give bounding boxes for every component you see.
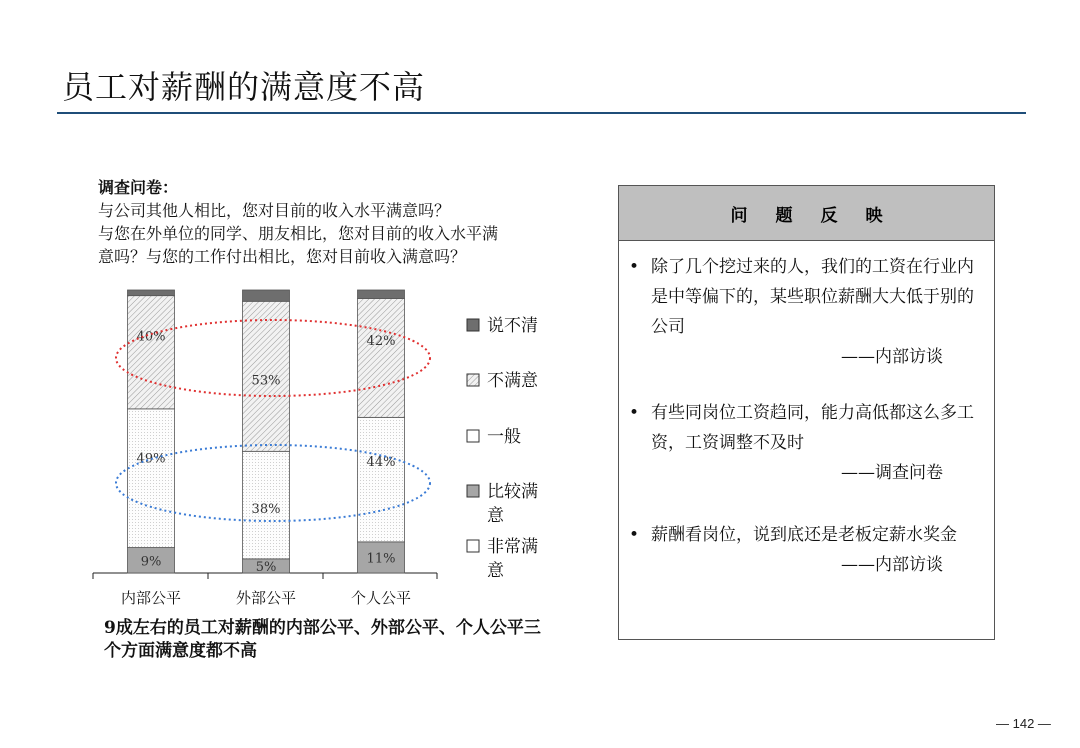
data-label: 11% (366, 551, 396, 567)
data-label: 44% (366, 454, 396, 470)
legend-swatch (467, 540, 479, 552)
feedback-source: ——调查问卷 (841, 463, 943, 483)
page-title: 员工对薪酬的满意度不高 (62, 68, 426, 106)
legend-label: 非常满意 (487, 537, 538, 581)
bar-segment (128, 296, 175, 409)
survey-line: 与您在外单位的同学、朋友相比，您对目前的收入水平满 (98, 224, 499, 243)
data-label: 42% (366, 334, 396, 350)
legend-swatch (467, 485, 479, 497)
feedback-item (629, 520, 989, 580)
bar-segment (243, 290, 290, 301)
stacked-bar-chart (0, 0, 600, 620)
legend-label: 说不清 (487, 316, 538, 336)
feedback-source: ——内部访谈 (841, 555, 943, 575)
feedback-text: 除了几个挖过来的人，我们的工资在行业内是中等偏下的，某些职位薪酬大大低于别的公司 (651, 257, 974, 337)
data-label: 9% (140, 554, 162, 570)
feedback-panel (618, 185, 995, 640)
legend-label: 比较满意 (487, 482, 538, 526)
feedback-text: 有些同岗位工资趋同，能力高低都这么多工资，工资调整不及时 (651, 403, 974, 453)
feedback-item (629, 398, 989, 488)
page-number: — 142 — (996, 716, 1051, 731)
data-label: 5% (255, 559, 277, 575)
bullet-icon: • (629, 525, 640, 545)
x-tick-label: 个人公平 (350, 589, 412, 607)
bar-segment (358, 298, 405, 417)
bullet-icon: • (629, 257, 640, 277)
bar-segment (128, 409, 175, 548)
x-tick-label: 内部公平 (120, 589, 182, 607)
conclusion-text: 9成左右的员工对薪酬的内部公平、外部公平、个人公平三个方面满意度都不高 (104, 618, 541, 661)
data-label: 53% (251, 373, 281, 389)
legend-swatch (467, 374, 479, 386)
data-label: 38% (251, 502, 281, 518)
survey-line: 意吗？与您的工作付出相比，您对目前收入满意吗？ (98, 247, 467, 266)
feedback-source: ——内部访谈 (841, 347, 943, 367)
legend-swatch (467, 319, 479, 331)
survey-line: 与公司其他人相比，您对目前的收入水平满意吗？ (98, 201, 451, 220)
survey-heading: 调查问卷： (98, 178, 179, 197)
feedback-text: 薪酬看岗位，说到底还是老板定薪水奖金 (651, 525, 957, 545)
feedback-header: 问题反映 (619, 186, 994, 241)
data-label: 40% (136, 329, 166, 345)
bar-segment (128, 290, 175, 296)
data-label: 49% (136, 451, 166, 467)
bar-segment (358, 417, 405, 542)
bullet-icon: • (629, 403, 640, 423)
x-tick-label: 外部公平 (235, 589, 297, 607)
legend-swatch (467, 430, 479, 442)
legend-label: 一般 (487, 427, 521, 447)
bar-segment (358, 290, 405, 298)
feedback-item (629, 252, 989, 372)
legend-label: 不满意 (487, 371, 538, 391)
